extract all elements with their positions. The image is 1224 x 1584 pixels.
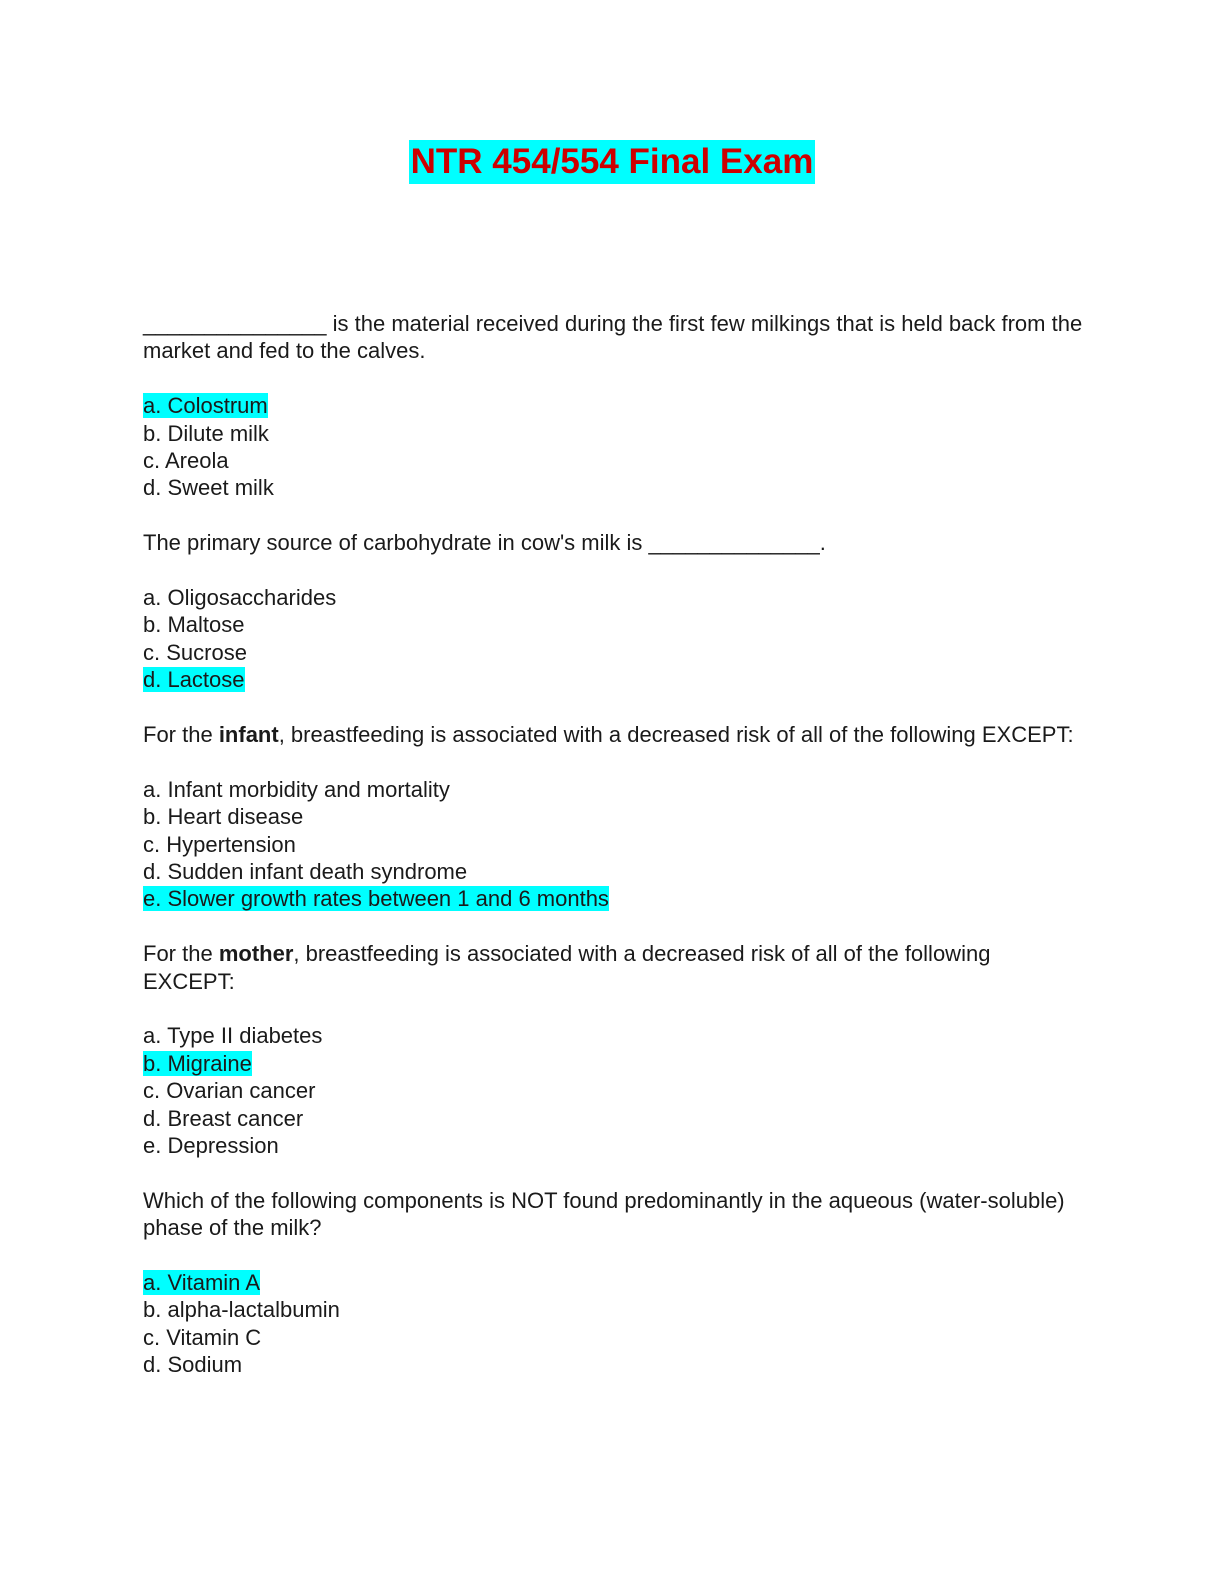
question-2: The primary source of carbohydrate in cow's milk is ______________. (143, 530, 826, 556)
answer-option: d. Sodium (143, 1352, 243, 1378)
exam-content (143, 310, 1083, 1406)
title-container (0, 140, 1224, 184)
question-5: Which of the following components is NOT found predominantly in the aqueous (water-soluble) phase of the milk? (143, 1187, 1065, 1241)
answer-option: a. Infant morbidity and mortality (143, 776, 450, 802)
question-1: _______________ is the material received during the first few milkings that is held back from the market and fed to the calves. (143, 311, 1083, 364)
answer-option: a. Colostrum (143, 393, 268, 419)
answer-option: c. Sucrose (143, 639, 247, 665)
answer-option: d. Lactose (143, 667, 245, 693)
answer-option: d. Sweet milk (143, 475, 274, 501)
answer-option: a. Type II diabetes (143, 1023, 323, 1049)
emphasis-infant: infant (218, 722, 279, 748)
answer-option: d. Sudden infant death syndrome (143, 859, 468, 885)
answer-option: c. Vitamin C (143, 1324, 262, 1350)
answer-option: c. Areola (143, 448, 229, 474)
answer-option: e. Slower growth rates between 1 and 6 months (143, 886, 609, 912)
question-4: For the mother, breastfeeding is associated with a decreased risk of all of the following EXCEPT: (143, 941, 991, 994)
answer-option: c. Ovarian cancer (143, 1078, 316, 1104)
options-2 (143, 584, 1083, 694)
options-5 (143, 1269, 1083, 1379)
page-title: NTR 454/554 Final Exam (409, 140, 816, 184)
options-1 (143, 392, 1083, 502)
answer-option: a. Oligosaccharides (143, 585, 337, 611)
answer-option: b. Dilute milk (143, 420, 269, 446)
answer-option: a. Vitamin A (143, 1270, 260, 1296)
answer-option: b. Maltose (143, 612, 245, 638)
answer-option: b. Migraine (143, 1050, 252, 1076)
answer-option: b. alpha-lactalbumin (143, 1297, 340, 1323)
answer-option: c. Hypertension (143, 831, 296, 857)
answer-option: b. Heart disease (143, 804, 304, 830)
answer-option: d. Breast cancer (143, 1105, 304, 1131)
question-3: For the infant, breastfeeding is associated with a decreased risk of all of the following EXCEPT: (143, 722, 1074, 748)
answer-option: e. Depression (143, 1133, 279, 1159)
emphasis-mother: mother (218, 941, 294, 967)
options-3 (143, 776, 1083, 913)
options-4 (143, 1022, 1083, 1159)
